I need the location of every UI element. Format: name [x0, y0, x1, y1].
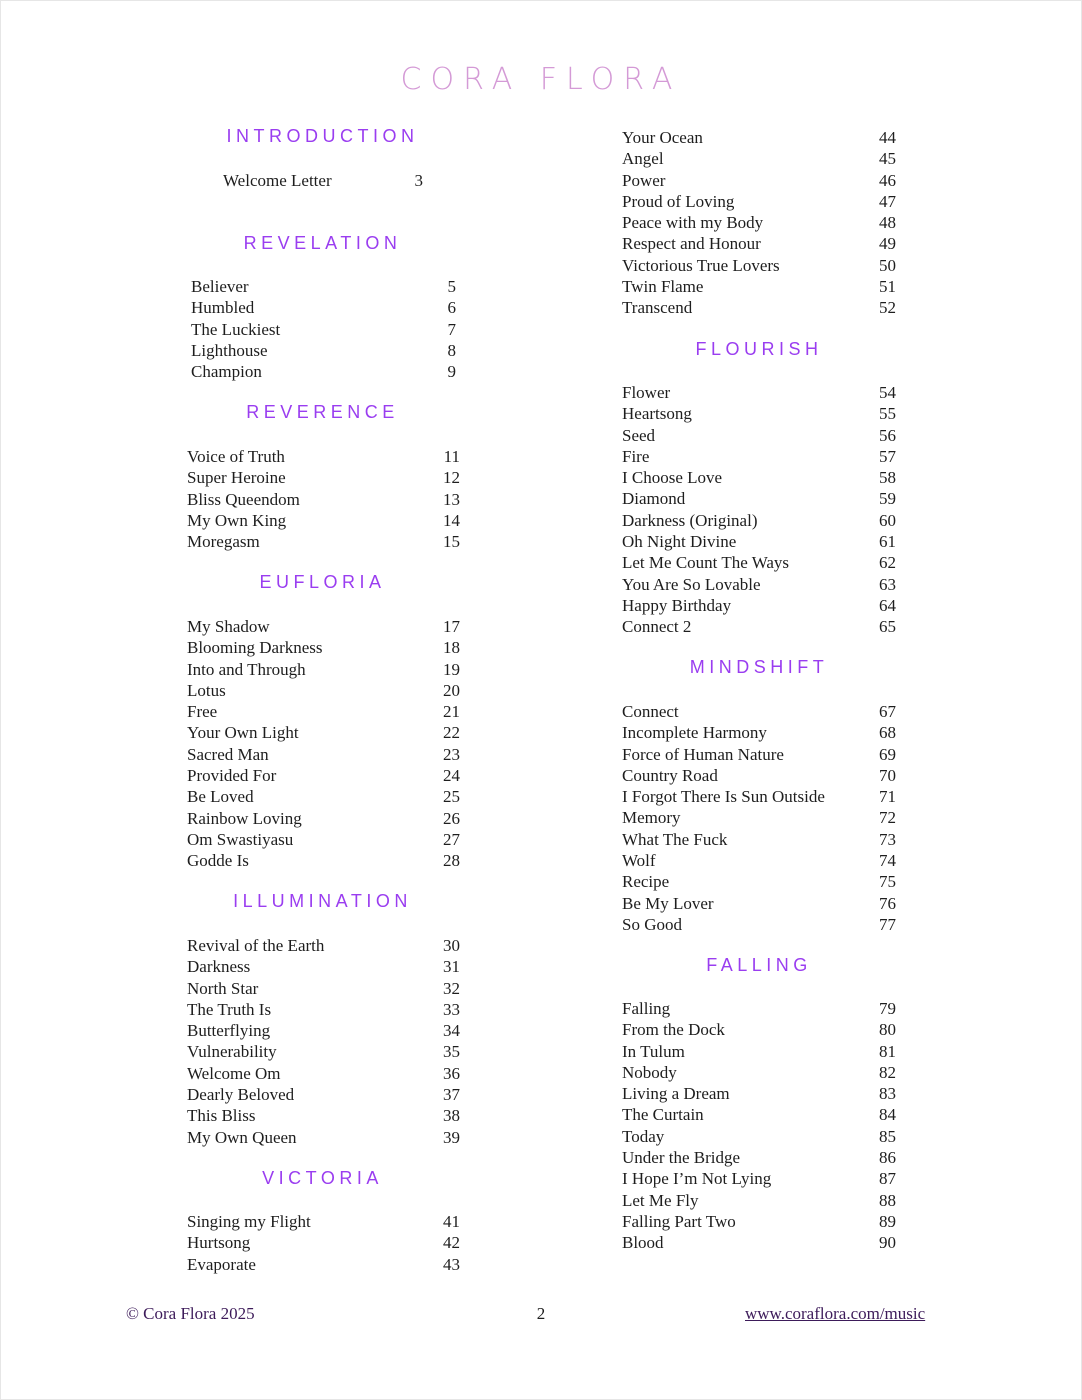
toc-entry	[622, 998, 896, 1019]
toc-entry	[622, 1041, 896, 1062]
toc-entry	[622, 127, 896, 148]
toc-entry	[187, 1020, 460, 1041]
toc-entry-page: 63	[879, 574, 896, 594]
toc-entry-title: In Tulum	[622, 1041, 685, 1061]
toc-entry-page: 3	[414, 171, 423, 190]
toc-entry-title: My Own Queen	[187, 1127, 297, 1147]
toc-entry-page: 14	[443, 510, 460, 530]
toc-entry	[622, 191, 896, 212]
toc-entry	[622, 829, 896, 850]
toc-entry-page: 65	[879, 617, 896, 637]
toc-entry-page: 55	[879, 404, 896, 424]
toc-entry-title: Om Swastiyasu	[187, 829, 294, 849]
toc-entry	[622, 255, 896, 276]
toc-entry-title: Falling Part Two	[622, 1211, 736, 1231]
toc-entry-page: 48	[879, 213, 896, 233]
toc-entry-title: Lotus	[187, 680, 226, 700]
toc-entry-title: Respect and Honour	[622, 234, 761, 254]
toc-entry-title: Welcome Om	[187, 1063, 281, 1083]
toc-entry	[622, 1232, 896, 1253]
entries-introduction	[223, 170, 423, 191]
toc-entry-page: 88	[879, 1190, 896, 1210]
toc-entry-title: Singing my Flight	[187, 1212, 311, 1231]
toc-entry-page: 43	[443, 1254, 460, 1274]
toc-entry-title: Be My Lover	[622, 893, 714, 913]
toc-entry-title: Butterflying	[187, 1021, 271, 1041]
toc-entry-title: I Hope I’m Not Lying	[622, 1169, 772, 1189]
toc-entry-title: Happy Birthday	[622, 595, 732, 615]
toc-entry	[622, 170, 896, 191]
toc-entry	[191, 297, 456, 318]
toc-entry-page: 82	[879, 1062, 896, 1082]
toc-entry-page: 8	[447, 340, 456, 360]
toc-entry-page: 58	[879, 468, 896, 488]
toc-entry	[622, 552, 896, 573]
toc-entry	[187, 1105, 460, 1126]
toc-entry	[622, 1168, 896, 1189]
toc-entry	[622, 574, 896, 595]
toc-entry	[622, 893, 896, 914]
toc-entry	[187, 1211, 460, 1232]
toc-entry-page: 11	[443, 447, 460, 466]
toc-entry-title: Angel	[622, 149, 664, 169]
toc-entry-title: Believer	[191, 277, 249, 296]
toc-entry-title: Let Me Fly	[622, 1190, 699, 1210]
toc-entry-page: 52	[879, 298, 896, 318]
toc-entry-title: Blood	[622, 1233, 664, 1253]
toc-entry-page: 39	[443, 1127, 460, 1147]
toc-entry-title: Flower	[622, 383, 671, 402]
toc-entry	[187, 1041, 460, 1062]
toc-entry-title: Recipe	[622, 872, 670, 892]
toc-entry	[622, 510, 896, 531]
toc-entry-page: 38	[443, 1106, 460, 1126]
toc-entry-title: Diamond	[622, 489, 686, 509]
toc-entry	[187, 637, 460, 658]
toc-entry	[187, 850, 460, 871]
toc-entry-page: 18	[443, 638, 460, 658]
toc-entry-page: 67	[879, 702, 896, 721]
toc-entry	[187, 935, 460, 956]
toc-entry	[187, 978, 460, 999]
toc-entry-title: Connect 2	[622, 617, 692, 637]
footer-page-number: 2	[536, 1304, 546, 1323]
toc-entry-title: Blooming Darkness	[187, 638, 323, 658]
toc-entry-page: 74	[879, 851, 896, 871]
toc-entry-title: The Curtain	[622, 1105, 704, 1125]
toc-entry-page: 61	[879, 532, 896, 552]
toc-entry-title: Falling	[622, 999, 671, 1018]
toc-entry	[622, 850, 896, 871]
toc-entry-title: Incomplete Harmony	[622, 723, 767, 743]
toc-entry-page: 75	[879, 872, 896, 892]
toc-entry-page: 25	[443, 787, 460, 807]
toc-entry-page: 54	[879, 383, 896, 402]
toc-entry	[622, 914, 896, 935]
toc-entry-title: Memory	[622, 808, 681, 828]
toc-entry-title: Seed	[622, 425, 656, 445]
footer-copyright: © Cora Flora 2025	[126, 1304, 255, 1323]
toc-entry-title: Transcend	[622, 298, 693, 318]
toc-entry	[622, 786, 896, 807]
toc-entry	[187, 616, 460, 637]
toc-entry-page: 5	[447, 277, 456, 296]
heading-eufloria: EUFLORIA	[259, 572, 386, 592]
toc-entry-page: 6	[447, 298, 456, 318]
toc-entry-title: Power	[622, 170, 666, 190]
toc-entry	[622, 1104, 896, 1125]
toc-entry-page: 28	[443, 851, 460, 871]
toc-entry-title: Provided For	[187, 766, 277, 786]
toc-entry-page: 35	[443, 1042, 460, 1062]
toc-entry	[622, 488, 896, 509]
toc-entry-page: 73	[879, 829, 896, 849]
toc-entry-title: Sacred Man	[187, 744, 269, 764]
toc-entry	[622, 446, 896, 467]
toc-entry	[622, 1147, 896, 1168]
toc-entry-title: Today	[622, 1126, 665, 1146]
toc-entry-title: Free	[187, 702, 218, 722]
heading-revelation: REVELATION	[243, 233, 402, 253]
toc-entry-page: 81	[879, 1041, 896, 1061]
toc-entry	[622, 595, 896, 616]
toc-entry-title: Connect	[622, 702, 679, 721]
toc-entry-page: 72	[879, 808, 896, 828]
toc-entry	[187, 489, 460, 510]
toc-entry-page: 80	[879, 1020, 896, 1040]
toc-entry	[622, 1126, 896, 1147]
toc-entry	[191, 340, 456, 361]
toc-entry-title: Welcome Letter	[223, 171, 332, 190]
heading-mindshift: MINDSHIFT	[689, 657, 829, 677]
heading-falling: FALLING	[706, 955, 812, 975]
toc-entry-title: My Shadow	[187, 617, 270, 636]
toc-entry	[622, 212, 896, 233]
toc-entry-title: I Choose Love	[622, 468, 723, 488]
toc-entry-title: Victorious True Lovers	[622, 255, 780, 275]
toc-entry-page: 17	[443, 617, 460, 636]
toc-entry-page: 9	[447, 362, 456, 382]
toc-entry-title: The Truth Is	[187, 999, 272, 1019]
toc-entry-page: 64	[879, 595, 896, 615]
toc-entry-title: Proud of Loving	[622, 191, 735, 211]
toc-entry-page: 15	[443, 532, 460, 552]
toc-entry-page: 7	[447, 319, 456, 339]
toc-entry-page: 33	[443, 999, 460, 1019]
toc-entry	[622, 1190, 896, 1211]
toc-entry-page: 12	[443, 468, 460, 488]
toc-entry-title: This Bliss	[187, 1106, 256, 1126]
toc-entry	[622, 701, 896, 722]
heading-illumination: ILLUMINATION	[233, 891, 412, 911]
toc-entry	[191, 361, 456, 382]
heading-introduction: INTRODUCTION	[226, 126, 419, 146]
entries-reverence	[187, 446, 460, 552]
toc-entry-page: 69	[879, 744, 896, 764]
toc-entry	[187, 531, 460, 552]
toc-entry-page: 46	[879, 170, 896, 190]
toc-entry	[622, 403, 896, 424]
toc-entry-title: Dearly Beloved	[187, 1085, 295, 1105]
toc-entry-title: Moregasm	[187, 532, 260, 552]
toc-entry-title: So Good	[622, 914, 682, 934]
toc-entry-page: 22	[443, 723, 460, 743]
toc-entry-title: Under the Bridge	[622, 1148, 741, 1168]
toc-entry-page: 34	[443, 1021, 460, 1041]
toc-entry-page: 19	[443, 659, 460, 679]
toc-entry-page: 85	[879, 1126, 896, 1146]
toc-entry-title: Evaporate	[187, 1254, 256, 1274]
toc-entry-page: 60	[879, 510, 896, 530]
toc-entry	[187, 829, 460, 850]
toc-entry-title: Country Road	[622, 765, 718, 785]
toc-entry-title: Bliss Queendom	[187, 489, 300, 509]
toc-entry-page: 36	[443, 1063, 460, 1083]
toc-entry-page: 42	[443, 1233, 460, 1253]
toc-entry-title: Oh Night Divine	[622, 532, 737, 552]
toc-entry-page: 86	[879, 1148, 896, 1168]
toc-entry	[622, 531, 896, 552]
toc-entry-title: What The Fuck	[622, 829, 728, 849]
entries-flourish	[622, 382, 896, 638]
toc-entry	[187, 999, 460, 1020]
toc-entry-title: Lighthouse	[191, 340, 268, 360]
heading-victoria: VICTORIA	[262, 1168, 383, 1188]
toc-entry-page: 79	[879, 999, 896, 1018]
toc-entry-title: Rainbow Loving	[187, 808, 302, 828]
toc-entry-title: North Star	[187, 978, 259, 998]
toc-entry-title: You Are So Lovable	[622, 574, 761, 594]
toc-entry	[191, 276, 456, 297]
toc-entry	[622, 1211, 896, 1232]
toc-entry	[187, 956, 460, 977]
toc-entry-page: 90	[879, 1233, 896, 1253]
toc-entry-title: Vulnerability	[187, 1042, 277, 1062]
toc-entry-page: 62	[879, 553, 896, 573]
toc-entry-title: I Forgot There Is Sun Outside	[622, 787, 825, 807]
toc-entry-page: 20	[443, 680, 460, 700]
toc-entry	[187, 786, 460, 807]
toc-entry-title: Champion	[191, 362, 262, 382]
toc-entry	[187, 765, 460, 786]
entries-illumination	[187, 935, 460, 1148]
toc-entry-title: My Own King	[187, 510, 287, 530]
toc-entry-page: 30	[443, 936, 460, 955]
toc-entry-page: 84	[879, 1105, 896, 1125]
toc-entry-page: 23	[443, 744, 460, 764]
toc-entry	[187, 701, 460, 722]
toc-entry	[187, 446, 460, 467]
toc-entry-title: Godde Is	[187, 851, 249, 871]
toc-entry-page: 71	[879, 787, 896, 807]
entries-falling	[622, 998, 896, 1254]
toc-entry	[187, 510, 460, 531]
toc-entry-page: 89	[879, 1211, 896, 1231]
toc-entry	[223, 170, 423, 191]
toc-entry-title: Nobody	[622, 1062, 677, 1082]
toc-entry	[191, 319, 456, 340]
toc-entry-page: 56	[879, 425, 896, 445]
footer-website-link[interactable]: www.coraflora.com/music	[745, 1304, 926, 1323]
toc-entry-title: Darkness	[187, 957, 251, 977]
toc-entry-title: Revival of the Earth	[187, 936, 325, 955]
toc-entry	[622, 425, 896, 446]
toc-entry-page: 13	[443, 489, 460, 509]
toc-entry-title: Peace with my Body	[622, 213, 764, 233]
toc-entry-page: 21	[443, 702, 460, 722]
toc-entry-page: 45	[879, 149, 896, 169]
toc-entry-page: 27	[443, 829, 460, 849]
toc-entry-page: 41	[443, 1212, 460, 1231]
toc-entry-page: 37	[443, 1085, 460, 1105]
toc-entry-page: 59	[879, 489, 896, 509]
entries-mindshift	[622, 701, 896, 935]
toc-entry	[187, 1127, 460, 1148]
toc-entry-page: 50	[879, 255, 896, 275]
heading-flourish: FLOURISH	[695, 339, 823, 359]
toc-entry-page: 26	[443, 808, 460, 828]
toc-entry	[622, 233, 896, 254]
toc-entry	[622, 765, 896, 786]
toc-entry	[622, 871, 896, 892]
toc-entry-title: Force of Human Nature	[622, 744, 784, 764]
toc-entry-page: 77	[879, 914, 896, 934]
toc-entry-title: Wolf	[622, 851, 656, 871]
heading-reverence: REVERENCE	[246, 402, 399, 422]
toc-entry	[622, 1062, 896, 1083]
toc-entry	[622, 297, 896, 318]
toc-entry	[187, 1084, 460, 1105]
toc-entry	[622, 148, 896, 169]
toc-entry-title: Twin Flame	[622, 277, 704, 297]
toc-entry-page: 70	[879, 765, 896, 785]
toc-entry	[187, 722, 460, 743]
toc-entry	[187, 1232, 460, 1253]
toc-entry-title: Super Heroine	[187, 468, 286, 488]
toc-entry	[622, 1019, 896, 1040]
toc-entry-title: Humbled	[191, 298, 255, 318]
toc-entry	[187, 1254, 460, 1275]
toc-entry-title: Be Loved	[187, 787, 254, 807]
toc-entry-page: 31	[443, 957, 460, 977]
toc-entry	[622, 722, 896, 743]
entries-victoria-a	[187, 1211, 460, 1275]
entries-eufloria	[187, 616, 460, 872]
toc-entry	[187, 659, 460, 680]
toc-entry-page: 44	[879, 128, 896, 147]
toc-entry-title: Let Me Count The Ways	[622, 553, 790, 573]
toc-entry-title: Darkness (Original)	[622, 510, 758, 530]
toc-entry-title: Your Ocean	[622, 128, 703, 147]
entries-victoria-b	[622, 127, 896, 319]
toc-entry-title: Your Own Light	[187, 723, 299, 743]
toc-entry-page: 24	[443, 766, 460, 786]
toc-entry	[622, 382, 896, 403]
entries-revelation	[191, 276, 456, 382]
toc-entry	[622, 616, 896, 637]
toc-entry-title: Heartsong	[622, 404, 692, 424]
toc-entry-page: 51	[879, 277, 896, 297]
toc-entry	[187, 808, 460, 829]
toc-entry-page: 68	[879, 723, 896, 743]
toc-entry-page: 49	[879, 234, 896, 254]
toc-entry	[622, 744, 896, 765]
toc-entry	[622, 276, 896, 297]
toc-entry	[622, 467, 896, 488]
toc-entry-title: From the Dock	[622, 1020, 725, 1040]
toc-entry-page: 76	[879, 893, 896, 913]
toc-entry	[622, 1083, 896, 1104]
toc-entry	[187, 467, 460, 488]
toc-entry-page: 83	[879, 1084, 896, 1104]
toc-entry-page: 57	[879, 446, 896, 466]
toc-entry-title: Hurtsong	[187, 1233, 251, 1253]
toc-entry-title: The Luckiest	[191, 319, 281, 339]
toc-entry	[187, 1063, 460, 1084]
toc-entry-title: Fire	[622, 446, 650, 466]
toc-entry-title: Voice of Truth	[187, 447, 285, 466]
toc-entry	[187, 680, 460, 701]
toc-entry-title: Into and Through	[187, 659, 306, 679]
toc-entry-title: Living a Dream	[622, 1084, 730, 1104]
toc-entry-page: 87	[879, 1169, 896, 1189]
brand-title: CORA FLORA	[400, 62, 682, 97]
toc-entry-page: 47	[879, 191, 896, 211]
toc-entry	[187, 744, 460, 765]
toc-entry	[622, 807, 896, 828]
toc-entry-page: 32	[443, 978, 460, 998]
